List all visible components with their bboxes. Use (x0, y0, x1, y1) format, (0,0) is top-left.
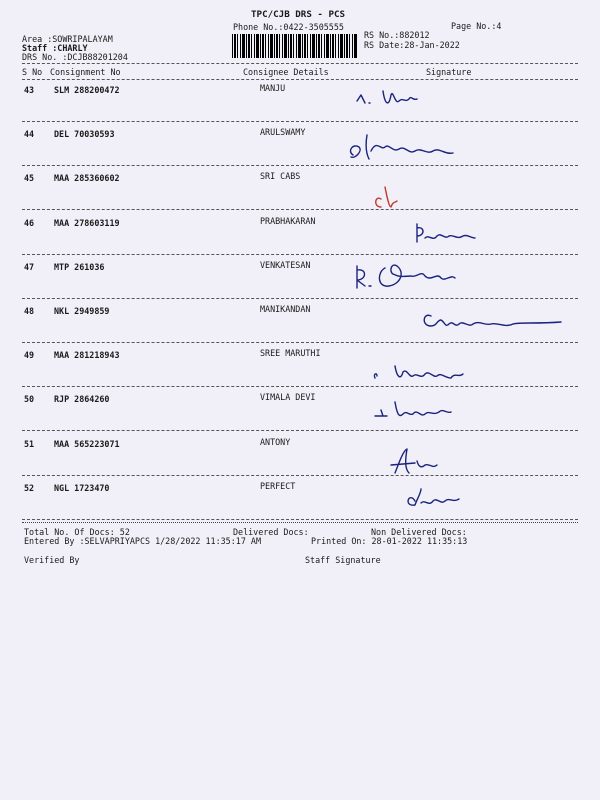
signature-stroke (357, 265, 455, 288)
table-row (0, 259, 600, 306)
row-serial-number: 49 (24, 350, 35, 361)
signature-stroke (351, 135, 453, 159)
signature-stroke (408, 489, 459, 505)
row-consignment-number: MAA 565223071 (54, 438, 120, 449)
table-row (0, 394, 600, 438)
table-row (0, 129, 600, 173)
row-consignment-number: SLM 288200472 (54, 85, 120, 95)
col-consignee: Consignee Details (243, 67, 329, 77)
row-consignment-number: DEL 70030593 (54, 129, 115, 140)
row-divider (22, 298, 578, 299)
row-consignee-name: ARULSWAMY (260, 127, 306, 138)
row-divider (22, 475, 578, 476)
columns-divider (22, 79, 578, 80)
row-handwritten-signature (345, 216, 575, 256)
delivered-docs: Delivered Docs: (233, 527, 309, 537)
row-consignee-name: MANJU (260, 83, 286, 93)
row-divider (22, 254, 578, 255)
row-divider (22, 209, 578, 210)
table-row (0, 85, 600, 129)
row-divider (22, 342, 578, 343)
col-sno: S No (22, 67, 43, 77)
signature-stroke (391, 449, 437, 473)
row-divider (22, 430, 578, 431)
rs-date: RS Date:28-Jan-2022 (364, 40, 460, 50)
table-row (0, 350, 600, 394)
row-handwritten-signature (345, 302, 575, 342)
row-consignee-name: VENKATESAN (260, 259, 311, 270)
table-row (0, 306, 600, 350)
row-serial-number: 44 (24, 129, 35, 140)
row-consignee-name: ANTONY (260, 436, 291, 447)
signature-stroke (374, 366, 463, 378)
phone-number: Phone No.:0422-3505555 (233, 22, 344, 32)
staff-signature: Staff Signature (305, 555, 381, 565)
row-consignee-name: SRI CABS (260, 171, 301, 182)
row-handwritten-signature (345, 125, 575, 165)
row-consignee-name: PRABHAKARAN (260, 215, 316, 226)
entered-by: Entered By :SELVAPRIYAPCS 1/28/2022 11:35:17 AM (24, 536, 261, 546)
row-serial-number: 50 (24, 394, 35, 405)
signature-stroke (357, 91, 417, 103)
rs-number: RS No.:882012 (364, 30, 430, 40)
row-serial-number: 52 (24, 482, 35, 493)
signature-stroke (375, 402, 451, 416)
col-consignment: Consignment No (50, 67, 121, 77)
signature-stroke (424, 315, 561, 326)
total-docs: Total No. Of Docs: 52 (24, 527, 130, 537)
row-consignment-number: MTP 261036 (54, 261, 105, 272)
row-serial-number: 51 (24, 438, 35, 449)
table-row (0, 436, 600, 483)
signature-stroke (376, 187, 397, 207)
row-serial-number: 46 (24, 217, 35, 228)
row-divider (22, 519, 578, 520)
table-row (0, 173, 600, 217)
row-consignment-number: MAA 281218943 (54, 350, 120, 361)
row-consignee-name: PERFECT (260, 480, 296, 491)
staff-label: Staff :CHARLY (22, 43, 88, 53)
row-consignment-number: MAA 278603119 (54, 217, 120, 228)
footer-divider (22, 522, 578, 523)
barcode (232, 34, 357, 58)
row-consignee-name: VIMALA DEVI (260, 392, 316, 403)
non-delivered-docs: Non Delivered Docs: (371, 527, 467, 537)
page-number: Page No.:4 (451, 21, 502, 31)
row-divider (22, 121, 578, 122)
verified-by: Verified By (24, 555, 80, 565)
row-handwritten-signature (345, 390, 575, 430)
row-consignment-number: NKL 2949859 (54, 306, 110, 316)
row-divider (22, 165, 578, 166)
row-consignee-name: MANIKANDAN (260, 304, 311, 314)
document-title: TPC/CJB DRS - PCS (251, 9, 346, 20)
col-signature: Signature (426, 67, 472, 77)
row-handwritten-signature (345, 177, 575, 217)
area-label: Area :SOWRIPALAYAM (22, 34, 113, 44)
row-serial-number: 43 (24, 85, 35, 95)
row-serial-number: 45 (24, 173, 35, 184)
row-consignment-number: RJP 2864260 (54, 394, 110, 405)
header-divider (22, 63, 578, 64)
row-serial-number: 47 (24, 261, 35, 272)
signature-stroke (417, 224, 475, 242)
row-consignee-name: SREE MARUTHI (260, 348, 321, 359)
printed-on: Printed On: 28-01-2022 11:35:13 (311, 536, 468, 546)
row-handwritten-signature (345, 479, 575, 519)
drs-number: DRS No. :DCJB88201204 (22, 52, 128, 62)
row-consignment-number: NGL 1723470 (54, 482, 110, 493)
row-serial-number: 48 (24, 306, 35, 316)
row-handwritten-signature (345, 83, 575, 123)
row-consignment-number: MAA 285360602 (54, 173, 120, 184)
table-row (0, 480, 600, 527)
row-handwritten-signature (345, 256, 575, 296)
row-divider (22, 386, 578, 387)
